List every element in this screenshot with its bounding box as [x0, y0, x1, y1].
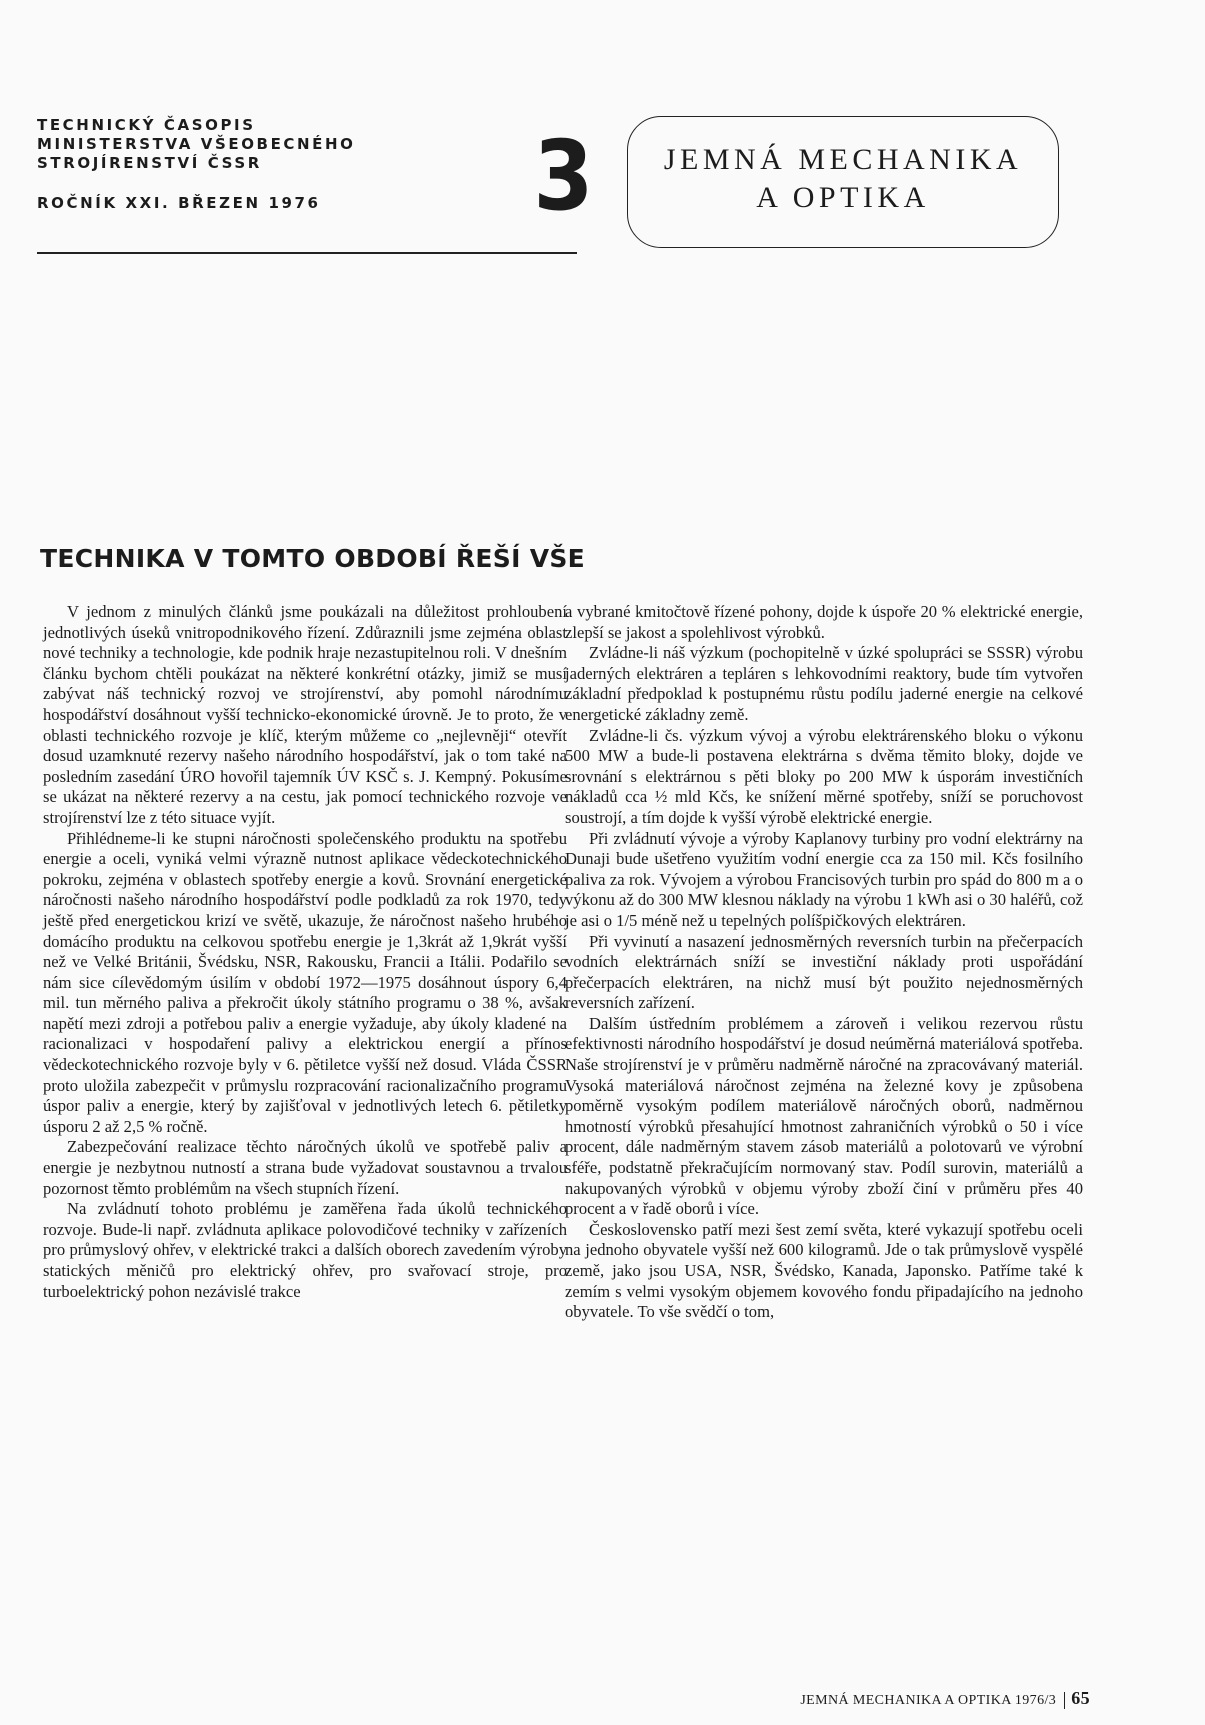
right-column [565, 602, 1083, 1323]
page-number: 65 [1071, 1688, 1090, 1708]
paragraph: Přihlédneme-li ke stupni náročnosti společenského produktu na spotřebu energie a oceli, vyniká velmi výrazně nutnost aplikace vědeckotechnického pokroku, zejména v oblastech spotřeby energie a kovů. Srovnání energetické náročnosti našeho národního hospodářství podle podkladů za rok 1970, tedy ještě před energetickou krizí ve světě, ukazuje, že náročnost našeho hrubého domácího produktu na celkovou spotřebu energie je 1,3krát až 1,9krát vyšší než ve Velké Británii, Švédsku, NSR, Rakousku, Francii a Itálii. Podařilo se nám sice cílevědomým úsilím v období 1972—1975 dosáhnout úspory 6,4 mil. tun měrného paliva a překročit úkoly státního programu o 38 %, avšak napětí mezi zdroji a potřebou paliv a energie vyžaduje, aby úkoly kladené na racionalizaci v hospodaření palivy a elektrickou energií a přínos vědeckotechnického rozvoje byly v 6. pětiletce vyšší než dosud. Vláda ČSSR proto uložila zabezpečit v průmyslu rozpracování racionalizačního programu úspor paliv a energie, který by zajišťoval v jednotlivých letech 6. pětiletky úsporu 2 až 2,5 % ročně. [43, 828, 567, 1136]
paragraph: Československo patří mezi šest zemí světa, které vykazují spotřebu oceli na jednoho obyvatele vyšší než 600 kilogramů. Jde o tak průmyslově vyspělé země, jako jsou USA, NSR, Švédsko, Kanada, Japonsko. Patříme také k zemím s velmi vysokým objemem kovového fondu připadajícího na jednoho obyvatele. To vše svědčí o tom, [565, 1219, 1083, 1322]
left-column [43, 602, 567, 1302]
article-title: TECHNIKA V TOMTO OBDOBÍ ŘEŠÍ VŠE [40, 544, 586, 573]
paragraph: a vybrané kmitočtově řízené pohony, dojde k úspoře 20 % elektrické energie, zlepší se jakost a spolehlivost výrobků. [565, 602, 1083, 642]
footer-journal: JEMNÁ MECHANIKA A OPTIKA 1976/3 [800, 1693, 1057, 1708]
issue-number: 3 [533, 120, 594, 232]
paragraph: V jednom z minulých článků jsme poukázali na důležitost prohloubení jednotlivých úseků vnitropodnikového řízení. Zdůraznili jsme zejména oblast nové techniky a technologie, kde podnik hraje nezastupitelnou roli. V dnešním článku bychom chtěli poukázat na některé konkrétní otázky, jimiž se musí zabývat náš technický rozvoj ve strojírenství, aby pomohl národnímu hospodářství dosáhnout vyšší technicko-ekonomické úrovně. Je to proto, že v oblasti technického rozvoje je klíč, kterým můžeme co „nejlevněji“ otevřít dosud uzamknuté rezervy našeho národního hospodářství, jak o tom také na posledním zasedání ÚRO hovořil tajemník ÚV KSČ s. J. Kempný. Pokusíme se ukázat na některé rezervy a na cestu, jak pomocí technického rozvoje ve strojírenství lze z této situace vyjít. [43, 602, 567, 827]
paragraph: Zvládne-li náš výzkum (pochopitelně v úzké spolupráci se SSSR) výrobu jaderných elektráren a tepláren s lehkovodními reaktory, bude tím vytvořen základní předpoklad k postupnému růstu podílu jaderné energie na celkové energetické základny země. [565, 643, 1083, 724]
page-footer [760, 1688, 1090, 1709]
journal-title-box [627, 116, 1059, 248]
masthead-rule [37, 252, 577, 254]
masthead-line-3: STROJÍRENSTVÍ ČSSR [37, 154, 262, 172]
paragraph: Při zvládnutí vývoje a výroby Kaplanovy turbiny pro vodní elektrárny na Dunaji bude ušetřeno využitím vodní energie cca za 150 mil. Kčs fosilního paliva za rok. Vývojem a výrobou Francisových turbin pro spád do 800 m a o výkonu až do 300 MW klesnou náklady na výrobu 1 kWh asi o 30 haléřů, což je asi o 1/5 méně než u tepelných políšpičkových elektráren. [565, 828, 1083, 930]
paragraph: Zvládne-li čs. výzkum vývoj a výrobu elektrárenského bloku o výkonu 500 MW a bude-li postavena elektrárna s dvěma těmito bloky, dojde ve srovnání s elektrárnou s pěti bloky po 200 MW k úsporám investičních nákladů cca ½ mld Kčs, ke snížení měrné spotřeby, sníží se poruchovost soustrojí, a tím dojde k vyšší výrobě elektrické energie. [565, 725, 1083, 827]
journal-title-line-2: A OPTIKA [756, 181, 930, 214]
masthead [37, 116, 577, 213]
paragraph: Při vyvinutí a nasazení jednosměrných reversních turbin na přečerpacích vodních elektrárnách sníží se investiční náklady proti uspořádání přečerpacích elektráren, na nichž musí být použito nejednosměrných reversních zařízení. [565, 931, 1083, 1013]
paragraph: Zabezpečování realizace těchto náročných úkolů ve spotřebě paliv a energie je nezbytnou nutností a strana bude vyžadovat soustavnou a trvalou pozornost těmto problémům na všech stupních řízení. [43, 1137, 567, 1198]
issue-line: ROČNÍK XXI. BŘEZEN 1976 [37, 194, 321, 212]
masthead-line-1: TECHNICKÝ ČASOPIS [37, 116, 256, 134]
paragraph: Dalším ústředním problémem a zároveň i velikou rezervou růstu efektivnosti národního hospodářství je dosud neúměrná materiálová spotřeba. Naše strojírenství je v průměru nadměrně náročné na zpracovávaný materiál. Vysoká materiálová náročnost zejména na železné kovy je způsobena poměrně vysokým podílem materiálově náročných oborů, nadměrnou hmotností výrobků přesahující hmotnost zahraničních výrobků o 50 i více procent, dále nadměrným stavem zásob materiálů a polotovarů ve výrobní sféře, podstatně překračujícím normovaný stav. Podíl surovin, materiálů a nakupovaných výrobků v objemu výroby zboží činí v průměru přes 40 procent a v řadě oborů i více. [565, 1013, 1083, 1219]
masthead-line-2: MINISTERSTVA VŠEOBECNÉHO [37, 135, 356, 153]
footer-divider [1064, 1692, 1065, 1709]
paragraph: Na zvládnutí tohoto problému je zaměřena řada úkolů technického rozvoje. Bude-li např. zvládnuta aplikace polovodičové techniky v zařízeních pro průmyslový ohřev, v elektrické trakci a dalších oborech zavedením výroby statických měničů pro elektrický ohřev, pro svařovací stroje, pro turboelektrický pohon nezávislé trakce [43, 1199, 567, 1301]
journal-title-line-1: JEMNÁ MECHANIKA [663, 143, 1023, 176]
